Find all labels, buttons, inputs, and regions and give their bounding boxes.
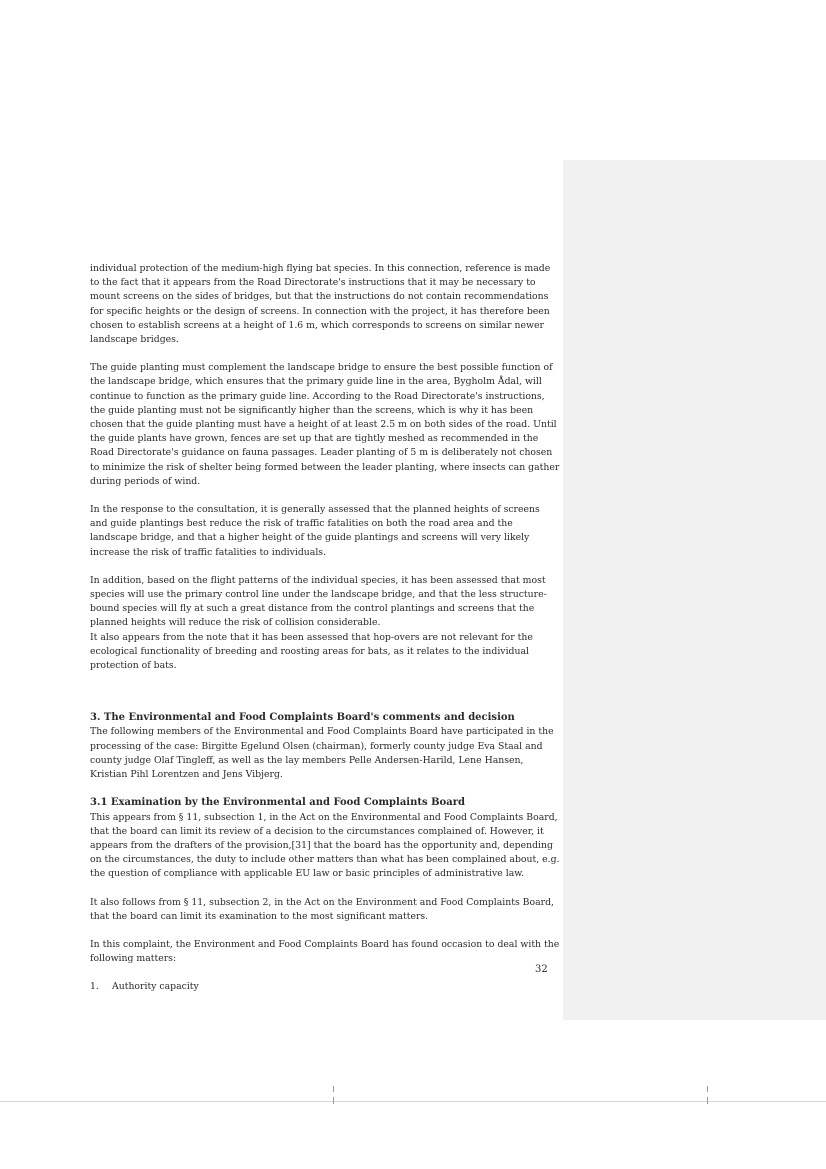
list-item-number: 1.	[90, 981, 99, 993]
section-3-1-text: It also follows from § 11, subsection 2, in the Act on the Environment and Food Complaints Board, that the board can limit its examination to the most significant matters.	[90, 896, 555, 922]
section-3-1-text: In this complaint, the Environment and Food Complaints Board has found occasion to deal with the following matters:	[90, 938, 560, 965]
section-3-1-heading: 3.1 Examination by the Environmental and Food Complaints Board	[90, 797, 465, 809]
paragraph: In addition, based on the flight patterns of the individual species, it has been assessed that most species will use the primary control line under the landscape bridge, and that the less structure-bound species will fly at such a great distance from the control plantings and screens that the planned heights will reduce the risk of collision considerable.	[90, 574, 547, 629]
scan-margin-shade	[563, 160, 826, 1020]
paragraph: It also appears from the note that it has been assessed that hop-overs are not relevant for the ecological functionality of breeding and roosting areas for bats, as it relates to the individual protection of bats.	[90, 631, 533, 672]
list-item-label: Authority capacity	[112, 981, 199, 993]
list-item	[90, 980, 560, 994]
scan-mark	[707, 1086, 708, 1092]
section-3-text: The following members of the Environmental and Food Complaints Board have participated in the processing of the case: Birgitte Egelund Olsen (chairman), formerly county judge Eva Staal and county judge Olaf Tingleff, as well as the lay members Pelle Andersen-Harild, Lene Hansen, Kristian Pihl Lorentzen and Jens Vibjerg.	[90, 726, 554, 781]
paragraph: In the response to the consultation, it is generally assessed that the planned heights of screens and guide plantings best reduce the risk of traffic fatalities on both the road area and the landscape bridge, and that a higher height of the guide plantings and screens will very likely increase the risk of traffic fatalities to individuals.	[90, 504, 540, 558]
scan-mark	[707, 1097, 708, 1104]
scan-fold-line	[0, 1101, 826, 1102]
section-3-1-text: This appears from § 11, subsection 1, in the Act on the Environmental and Food Complaints Board, that the board can limit its review of a decision to the circumstances complained of. However, it appears from the drafters of the provision,[31] that the board has the opportunity and, depending on the circumstances, the duty to include other matters than what has been complained about, e.g. the question of compliance with applicable EU law or basic principles of administrative law.	[90, 811, 560, 880]
section-3-heading: 3. The Environmental and Food Complaints Board's comments and decision	[90, 712, 515, 724]
document-body	[90, 262, 560, 995]
scan-mark	[333, 1086, 334, 1092]
scan-mark	[333, 1097, 334, 1104]
paragraph: The guide planting must complement the landscape bridge to ensure the best possible function of the landscape bridge, which ensures that the primary guide line in the area, Bygholm Ådal, will continue to function as the primary guide line. According to the Road Directorate's instructions, the guide planting must not be significantly higher than the screens, which is why it has been chosen that the guide planting must have a height of at least 2.5 m on both sides of the road. Until the guide plants have grown, fences are set up that are tightly meshed as recommended in the Road Directorate's guidance on fauna passages. Leader planting of 5 m is deliberately not chosen to minimize the risk of shelter being formed between the leader planting, where insects can gather during periods of wind.	[90, 362, 560, 487]
page-number: 32	[535, 964, 548, 975]
paragraph: individual protection of the medium-high flying bat species. In this connection, reference is made to the fact that it appears from the Road Directorate's instructions that it may be necessary to mount screens on the sides of bridges, but that the instructions do not contain recommendations for specific heights or the design of screens. In connection with the project, it has therefore been chosen to establish screens at a height of 1.6 m, which corresponds to screens on similar newer landscape bridges.	[90, 263, 551, 346]
